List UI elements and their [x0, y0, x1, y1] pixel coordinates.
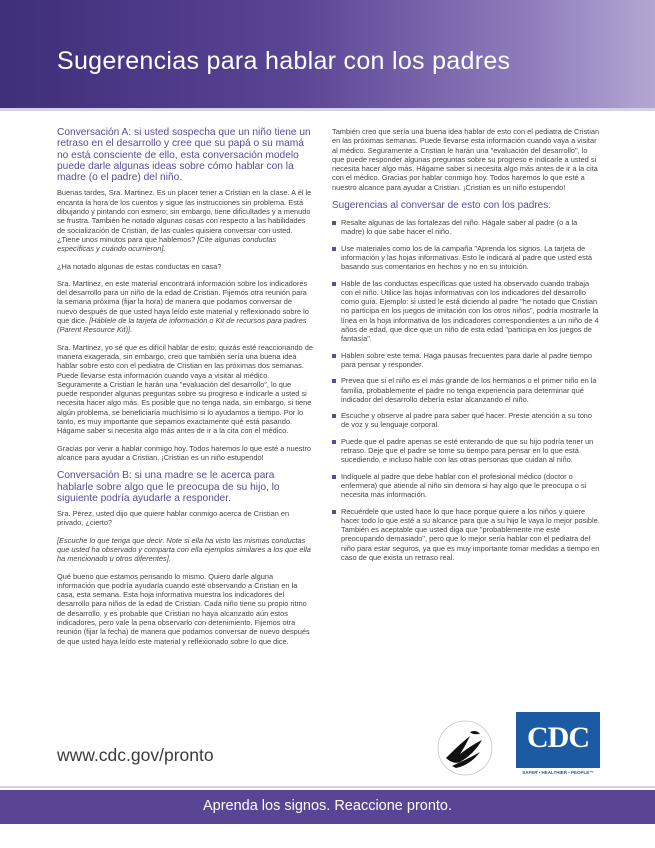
header-banner	[0, 0, 655, 108]
tip-item: Recuérdele que usted hace lo que hace porque quiere a los niños y quiere hacer todo lo que esté a su alcance para que a su hijo le vaya lo mejor posible. También es aceptable que usted diga que "probablemente me esté preocupando demasiado", pero que lo mejor sería hablar con el pediatra del niño para estar seguros, ya que es muy importante tomar medidas a tiempo en caso de que exista un retraso real.	[332, 507, 600, 563]
tip-item: Escuche y observe al padre para saber qué hacer. Preste atención a su tono de voz y su lenguaje corporal.	[332, 411, 600, 430]
cdc-tagline: SAFER • HEALTHIER • PEOPLE™	[522, 770, 594, 775]
footer-banner	[0, 790, 655, 824]
bullet-square-icon	[332, 440, 336, 444]
left-column	[57, 127, 313, 654]
bullet-square-icon	[332, 379, 336, 383]
bullet-square-icon	[332, 475, 336, 479]
website-link[interactable]: www.cdc.gov/pronto	[57, 745, 214, 765]
cdc-logo-text: CDC	[527, 721, 589, 754]
right-paragraph-1: También creo que sería una buena idea hablar de esto con el pediatra de Cristian en las próximas semanas. Puede llevarse esta información cuando vaya a visitar al médico. Seguramente a Cristian le harán una "evaluación del desarrollo", lo que puede responder algunas preguntas sobre su progreso e indicarle a usted si necesita hacer algo más. Hágame saber si necesita algo más antes de ir a la cita con el médico. Gracias por hablar conmigo hoy. Todos haremos lo que esté a nuestro alcance para ayudar a Cristian. ¡Cristian es un niño estupendo!	[332, 127, 600, 192]
tip-item: Resalte algunas de las fortalezas del niño. Hágale saber al padre (o a la madre) lo que sabe hacer el niño.	[332, 218, 600, 237]
tips-list	[332, 218, 600, 562]
tip-item: Hable de las conductas específicas que usted ha observado cuando trabaja con el niño. Utilice las hojas informativas con los indicadores del desarrollo como guía. Ejemplo: si usted le está diciendo al padre "he notado que Cristian no participa en los juegos de imitación con los otros niños", podría mostrarle la línea en la hoja informativa de los indicadores correspondientes a un niño de 4 años de edad, que dice que un niño de esta edad "participa en los juegos de fantasía".	[332, 279, 600, 344]
tip-item: Indíquele al padre que debe hablar con el profesional médico (doctor o enfermera) que atiende al niño sin demora si hay algo que le preocupa o si necesita más información.	[332, 472, 600, 500]
page-title: Sugerencias para hablar con los padres	[57, 47, 511, 75]
conversation-a-note-2: [Háblele de la tarjeta de información o Kit de recursos para padres (Parent Resource Kit)].	[57, 316, 307, 335]
bullet-square-icon	[332, 282, 336, 286]
cdc-logo	[516, 712, 600, 776]
bullet-square-icon	[332, 510, 336, 514]
conversation-b-note: [Escuche lo que tenga que decir. Note si ella ha visto las mismas conductas que usted ha observado y comparta con ella ejemplos similares a los que ella ha mencionado u otros diferentes].	[57, 535, 311, 564]
conversation-a-note-1: [Cite algunas conductas específicas y cuándo ocurrieron].	[57, 234, 277, 254]
conversation-a-heading: Conversación A: si usted sospecha que un niño tiene un retraso en el desarrollo y cree que su papá o su mamá no está consciente de ello, esta conversación modelo puede darle algunas ideas sobre cómo hablar con la madre (o el padre) del niño.	[57, 127, 311, 184]
hhs-eagle-logo-icon	[430, 718, 500, 778]
conversation-a-paragraph-2: ¿Ha notado algunas de estas conductas en casa?	[57, 261, 222, 271]
footer-divider	[0, 786, 655, 788]
bullet-square-icon	[332, 414, 336, 418]
footer-slogan: Aprenda los signos. Reaccione pronto.	[202, 798, 453, 814]
conversation-b-paragraph-3: Qué bueno que estamos pensando lo mismo. Quiero darle alguna información que podría ayudarla cuando esté observando a Cristian en la casa, esta semana. Esta hoja informativa muestra los indicadores del desarrollo para niños de la edad de Cristian. Cada niño tiene su propio ritmo de desarrollo, y es probable que Cristian no haya alcanzado aún estos indicadores, pero vale la pena observarlo con detenimiento. Fijemos otra reunión (fijar la fecha) de manera que podamos conversar de nuevo después de que usted haya leído este material y reflexionado sobre lo que dice.	[57, 571, 310, 646]
right-column	[332, 127, 600, 569]
conversation-a-paragraph-4: Sra. Martinez, yo sé que es difícil hablar de esto; quizás esté reaccionando de manera exagerada, sin embargo, creo que también sería una buena idea hablar sobre esto con el pediatra de Cristian en las próximas dos semanas. Puede llevarse esta información cuando vaya a visitar al médico. Seguramente a Cristian le harán una "evaluación del desarrollo", lo que puede responder algunas preguntas sobre su progreso e indicarle a usted si necesita hacer algo más. Es posible que no tenga nada, sin embargo, si tiene algún problema, se beneficiaría muchísimo si lo ayudamos a tiempo. Por lo tanto, es muy importante que sepamos exactamente qué está pasando. Hágame saber si necesita algo más antes de ir a la cita con el médico.	[57, 342, 313, 436]
conversation-a-paragraph-3: Sra. Martinez, en este material encontrará información sobre los indicadores del desarrollo para un niño de la edad de Cristian. Fijemos otra reunión para la semana próxima (fijar la hora) de manera que podamos conversar de nuevo después de que usted haya leído este material y reflexionado sobre lo que dice. [Háblele de la tarjeta de información o Kit de recursos para padres (Parent Resource Kit)].	[57, 278, 309, 335]
tip-item: Hablen sobre este tema. Haga pausas frecuentes para darle al padre tiempo para pensar y responder.	[332, 351, 600, 370]
tip-item: Prevea que si el niño es el más grande de los hermanos o el primer niño en la familia, probablemente el padre no tenga experiencia para determinar qué indicador del desarrollo debería estar alcanzando el niño.	[332, 376, 600, 404]
tips-heading: Sugerencias al conversar de esto con los padres:	[332, 200, 552, 212]
conversation-a-paragraph-5: Gracias por venir a hablar conmigo hoy. Todos haremos lo que esté a nuestro alcance para ayudar a Cristian. ¡Cristian es un niño estupendo!	[57, 443, 312, 462]
bullet-square-icon	[332, 247, 336, 251]
bullet-square-icon	[332, 221, 336, 225]
conversation-b-paragraph-1: Sra. Pérez, usted dijo que quiere hablar conmigo acerca de Cristian en privado, ¿cierto?	[57, 509, 290, 528]
header-divider	[0, 108, 655, 111]
conversation-b-heading: Conversación B: si una madre se le acerca para hablarle sobre algo que le preocupa de su hijo, lo siguiente podría ayudarle a responder.	[57, 470, 280, 504]
tip-item: Puede que el padre apenas se esté enterando de que su hijo podría tener un retraso. Deje que el padre se tome su tiempo para pensar en lo que está sucediendo, e incluso hable con las otras personas que cuidan al niño.	[332, 437, 600, 465]
bottom-margin	[0, 824, 655, 848]
conversation-a-paragraph-1: Buenas tardes, Sra. Martinez. Es un placer tener a Cristian en la clase. A él le encanta la hora de los cuentos y sigue las instrucciones sin problema. Está dibujando y pintando con esmero; sin embargo, tiene dificultades y a menudo se frustra. También he notado algunas cosas con respecto a las habilidades de socialización de Cristian, de las cuales quisiera conversar con usted. ¿Tiene unos minutos para que hablemos? [Cite algunas conductas específicas y cuándo ocurrieron].	[57, 188, 312, 254]
tip-item: Use materiales como los de la campaña "Aprenda los signos. La tarjeta de información y las hojas informativas. Esto le indicará al padre que usted está basando sus comentarios en hechos y no en su intuición.	[332, 244, 600, 272]
bullet-square-icon	[332, 354, 336, 358]
